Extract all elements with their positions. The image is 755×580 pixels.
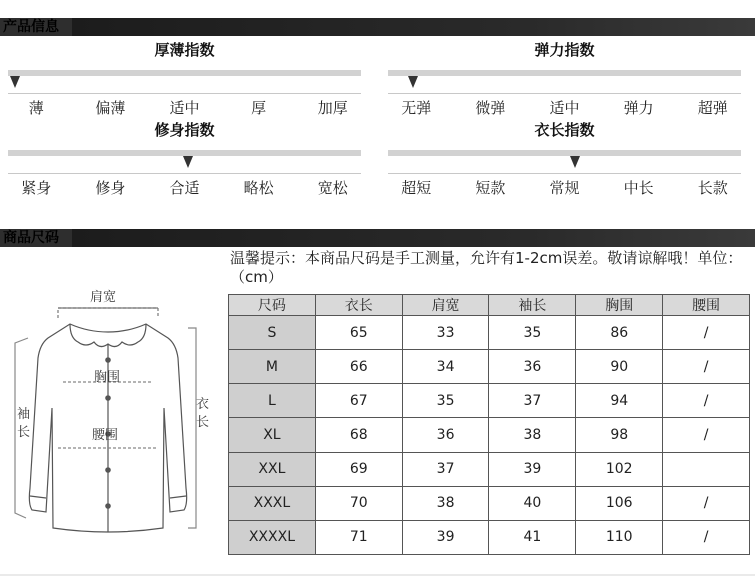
garment-diagram xyxy=(8,278,223,560)
measurement-cell: 90 xyxy=(576,350,663,384)
measurement-cell: 37 xyxy=(489,384,576,418)
measurement-cell: 86 xyxy=(576,316,663,350)
product-info-bar xyxy=(0,18,755,36)
elasticity-scale-track xyxy=(388,70,741,76)
column-header: 衣长 xyxy=(315,295,402,316)
measurement-cell: 68 xyxy=(315,418,402,452)
size-info-title: 商品尺码 xyxy=(3,230,59,246)
column-header: 腰围 xyxy=(663,295,750,316)
table-row xyxy=(229,452,750,486)
measurement-cell: 40 xyxy=(489,486,576,520)
thickness-scale-marker xyxy=(10,76,20,88)
size-cell: XXXL xyxy=(229,486,316,520)
scale-option-label: 常规 xyxy=(549,179,580,197)
measurement-cell: 38 xyxy=(489,418,576,452)
measurement-cell: 69 xyxy=(315,452,402,486)
scale-option-label: 加厚 xyxy=(317,99,348,117)
measurement-cell: / xyxy=(663,520,750,554)
thickness-scale-title: 厚薄指数 xyxy=(154,41,215,59)
scale-option-label: 修身 xyxy=(95,179,126,197)
scale-option-label: 厚 xyxy=(251,99,267,117)
fit-scale-marker xyxy=(183,156,193,168)
measurement-cell: 34 xyxy=(402,350,489,384)
measurement-cell: 37 xyxy=(402,452,489,486)
measurement-cell: 35 xyxy=(402,384,489,418)
measurement-cell: 36 xyxy=(489,350,576,384)
measurement-cell: / xyxy=(663,316,750,350)
measurement-cell: 39 xyxy=(402,520,489,554)
table-row xyxy=(229,384,750,418)
shirt-outline-icon xyxy=(8,278,223,560)
measurement-cell: / xyxy=(663,486,750,520)
elasticity-scale-title: 弹力指数 xyxy=(534,41,595,59)
table-row xyxy=(229,418,750,452)
measurement-cell: 102 xyxy=(576,452,663,486)
scale-option-label: 微弹 xyxy=(475,99,506,117)
size-cell: S xyxy=(229,316,316,350)
measurement-cell: 33 xyxy=(402,316,489,350)
scale-option-label: 紧身 xyxy=(21,179,52,197)
column-header: 肩宽 xyxy=(402,295,489,316)
size-table-header xyxy=(229,295,750,316)
length-scale-marker xyxy=(570,156,580,168)
scale-option-label: 薄 xyxy=(28,99,44,117)
length-scale-track xyxy=(388,150,741,156)
measurement-cell: 106 xyxy=(576,486,663,520)
scale-option-label: 超弹 xyxy=(697,99,728,117)
sleeve-label: 袖长 xyxy=(17,407,31,440)
measurement-cell: 71 xyxy=(315,520,402,554)
scale-option-label: 长款 xyxy=(697,179,728,197)
measurement-cell: / xyxy=(663,350,750,384)
elasticity-scale-marker xyxy=(408,76,418,88)
table-row xyxy=(229,486,750,520)
size-cell: L xyxy=(229,384,316,418)
scale-option-label: 弹力 xyxy=(623,99,654,117)
column-header: 胸围 xyxy=(576,295,663,316)
scale-option-label: 合适 xyxy=(169,179,200,197)
measurement-cell: 65 xyxy=(315,316,402,350)
table-row xyxy=(229,350,750,384)
size-table xyxy=(228,294,750,555)
measurement-cell: / xyxy=(663,384,750,418)
fit-scale-title: 修身指数 xyxy=(154,121,215,139)
size-cell: XL xyxy=(229,418,316,452)
scale-option-label: 偏薄 xyxy=(95,99,126,117)
measurement-cell: 36 xyxy=(402,418,489,452)
measurement-cell: 35 xyxy=(489,316,576,350)
length-label: 衣长 xyxy=(196,397,210,430)
measurement-cell: 94 xyxy=(576,384,663,418)
waist-label: 腰围 xyxy=(92,428,119,443)
table-row xyxy=(229,316,750,350)
measurement-cell: 39 xyxy=(489,452,576,486)
table-row xyxy=(229,520,750,554)
measurement-cell: / xyxy=(663,418,750,452)
scale-option-label: 适中 xyxy=(549,99,580,117)
scale-option-label: 中长 xyxy=(623,179,654,197)
scale-option-label: 宽松 xyxy=(317,179,348,197)
size-cell: XXL xyxy=(229,452,316,486)
size-cell: XXXXL xyxy=(229,520,316,554)
measurement-note: 温馨提示：本商品尺码是手工测量，允许有1-2cm误差。敬请谅解哦！单位：（cm） xyxy=(230,249,743,286)
product-info-title: 产品信息 xyxy=(3,19,59,35)
measurement-cell: 38 xyxy=(402,486,489,520)
column-header: 尺码 xyxy=(229,295,316,316)
measurement-cell: 67 xyxy=(315,384,402,418)
measurement-cell: 41 xyxy=(489,520,576,554)
scale-option-label: 略松 xyxy=(243,179,274,197)
scale-option-label: 短款 xyxy=(475,179,506,197)
measurement-cell xyxy=(663,452,750,486)
scale-option-label: 超短 xyxy=(401,179,432,197)
chest-label: 胸围 xyxy=(94,370,121,385)
measurement-cell: 66 xyxy=(315,350,402,384)
measurement-cell: 70 xyxy=(315,486,402,520)
measurement-cell: 110 xyxy=(576,520,663,554)
shoulder-label: 肩宽 xyxy=(90,290,117,305)
scale-option-label: 无弹 xyxy=(401,99,432,117)
size-cell: M xyxy=(229,350,316,384)
size-info-bar xyxy=(0,229,755,247)
scale-option-label: 适中 xyxy=(169,99,200,117)
measurement-cell: 98 xyxy=(576,418,663,452)
thickness-scale-track xyxy=(8,70,361,76)
length-scale-title: 衣长指数 xyxy=(534,121,595,139)
column-header: 袖长 xyxy=(489,295,576,316)
